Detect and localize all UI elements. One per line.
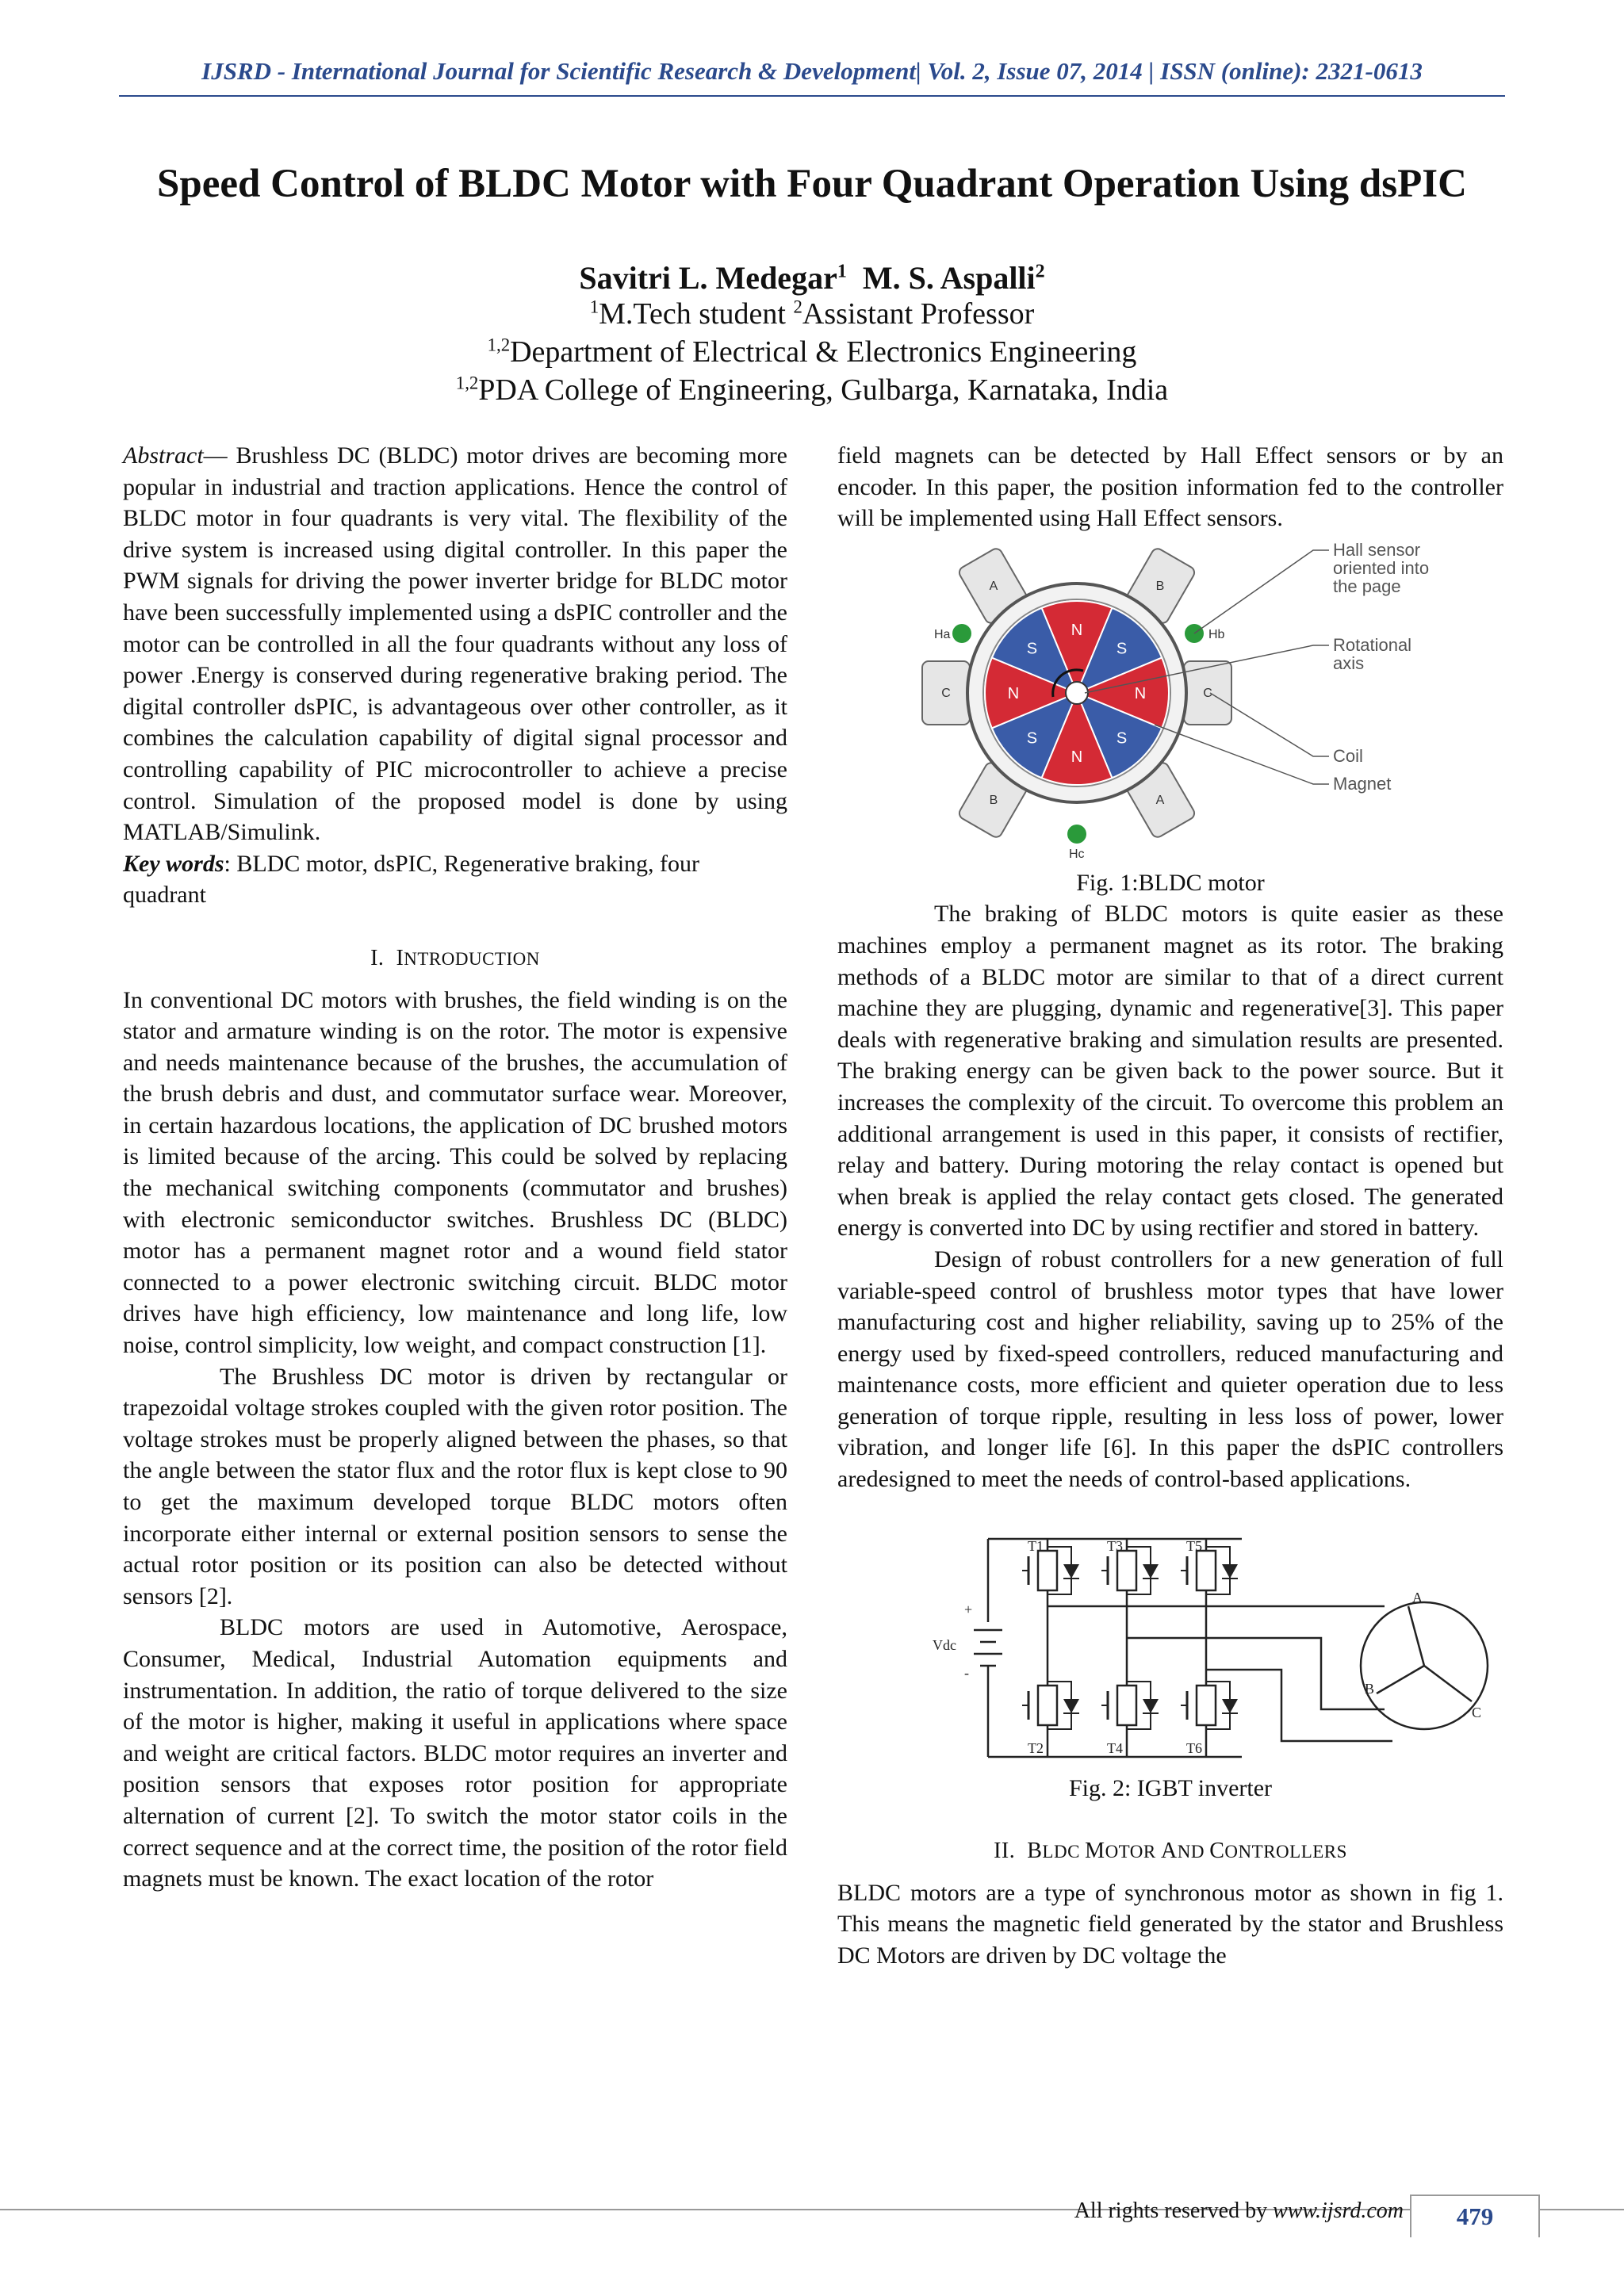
igbt-switch — [1181, 1547, 1238, 1594]
abstract — [123, 440, 787, 848]
rotor-shaft — [1066, 682, 1088, 704]
hall-sensor-c — [1067, 825, 1086, 844]
sc-rest: ONTROLLERS — [1224, 1842, 1347, 1862]
keywords-label: Key words — [123, 850, 224, 877]
author-line — [119, 259, 1505, 297]
sc-rest: OTOR — [1105, 1842, 1162, 1862]
pole-label: S — [1116, 729, 1128, 748]
section-heading-introduction — [123, 943, 787, 975]
section-number: II. — [994, 1839, 1016, 1864]
coil-label: C — [941, 686, 951, 700]
sc-cap: M — [1085, 1839, 1105, 1864]
footer-rights — [1031, 2198, 1404, 2224]
pole-label: N — [1134, 684, 1147, 702]
author-2-sup: 2 — [1035, 261, 1045, 282]
igbt-switch — [1101, 1547, 1159, 1594]
header-rule — [119, 95, 1505, 97]
journal-running-header: IJSRD - International Journal for Scientific Research & Development| Vol. 2, Issue 07, 2014 | ISSN (online): 2321-0613 — [201, 57, 1423, 85]
figure-bldc-motor — [837, 534, 1503, 867]
keywords-text: BLDC motor, dsPIC, Regenerative braking, four quadrant — [123, 850, 700, 909]
igbt-switch — [1181, 1682, 1238, 1729]
section-title-rest: NTRODUCTION — [404, 948, 540, 969]
intro-paragraph-1: In conventional DC motors with brushes, the field winding is on the stator and armature winding is on the rotor. The motor is expensive and needs maintenance because of the brushes, the accumulation of the brush debris and dust, and commutator surface wear. Moreover, in certain hazardous locations, the application of DC brushed motors is limited because of the arcing. This could be solved by replacing the mechanical switching components (commutator and brushes) with electronic semiconductor switches. Brushless DC (BLDC) motor has a permanent magnet rotor and a wound field stator connected to a power electronic switching circuit. BLDC motor drives have high efficiency, low maintenance and long life, low noise, control simplicity, low weight, and compact construction [1]. — [123, 986, 787, 1359]
keywords — [123, 848, 787, 911]
affil-sup: 1,2 — [487, 335, 511, 355]
pole-label: N — [1071, 621, 1083, 639]
intro-paragraph-4: field magnets can be detected by Hall Effect sensors or by an encoder. In this paper, the position information fed to the controller will be implemented using Hall Effect sensors. — [837, 442, 1503, 532]
affiliation-department — [119, 335, 1505, 369]
section-title-cap: I — [396, 945, 404, 970]
intro-paragraph-3: BLDC motors are used in Automotive, Aerospace, Consumer, Medical, Industrial Automation equipments and instrumentation. In addition, the ratio of torque delivered to the size of the motor is higher, making it useful in applications where space and weight are critical factors. BLDC motor requires an inverter and position sensors that exposes rotor position for appropriate alternation of current [2]. To switch the motor stator coils in the correct sequence and at the correct time, the position of the rotor field magnets must be known. The exact location of the rotor — [123, 1614, 787, 1892]
callout-line — [1155, 725, 1329, 784]
section-2-paragraph-1: BLDC motors are a type of synchronous motor as shown in fig 1. This means the magnetic field generated by the stator and Brushless DC Motors are driven by DC voltage the — [837, 1879, 1503, 1969]
callout-axis: axis — [1333, 652, 1365, 673]
label-phase-c: C — [1472, 1704, 1482, 1720]
sc-cap: B — [1027, 1839, 1043, 1864]
label-t6: T6 — [1186, 1739, 1202, 1756]
sc-cap: A — [1161, 1839, 1178, 1864]
paragraph-braking: The braking of BLDC motors is quite easier as these machines employ a permanent magnet as its rotor. The braking methods of a BLDC motor are similar to that of a direct current machine they are plugging, dynamic and regenerative[3]. This paper deals with regenerative braking and simulation results are presented. The braking energy can be given back to the power source. But it increases the complexity of the circuit. To overcome this problem an additional arrangement is used in this paper, it consists of rectifier, relay and battery. During motoring the relay contact is opened but when break is applied the relay contact gets closed. The generated energy is converted into DC by using rectifier and stored in battery. — [837, 901, 1503, 1242]
abstract-text: Brushless DC (BLDC) motor drives are becoming more popular in industrial and traction applications. Hence the control of BLDC motor in four quadrants is very vital. The flexibility of the drive system is increased using digital controller. In this paper the PWM signals for driving the power inverter bridge for BLDC motor have been successfully implemented using a dsPIC controller and the motor can be controlled in all the four quadrants without any loss of power .Energy is conserved during regenerative braking period. The digital controller dsPIC, is advantageous over other controller, as it combines the calculation capability of digital signal processor and controlling capability of PIC microcontroller to achieve a precise control. Simulation of the proposed model is done by using MATLAB/Simulink. — [123, 442, 787, 846]
coil-label: A — [1155, 793, 1165, 807]
label-t2: T2 — [1028, 1739, 1044, 1756]
section-number: I. — [370, 945, 385, 970]
sc-cap: C — [1209, 1839, 1225, 1864]
figure-2-caption: Fig. 2: IGBT inverter — [1068, 1774, 1273, 1801]
author-1: Savitri L. Medegar — [579, 260, 837, 296]
callout-rotational: Rotational — [1333, 634, 1412, 655]
pole-label: N — [1071, 748, 1083, 766]
left-column — [123, 440, 787, 1895]
rights-text: All rights reserved by — [1074, 2198, 1274, 2223]
callout-coil: Coil — [1333, 745, 1363, 766]
coil-label: B — [989, 793, 998, 807]
sc-rest: LDC — [1042, 1842, 1086, 1862]
label-minus: - — [964, 1664, 969, 1681]
coil-label: B — [1155, 579, 1165, 593]
affil-sup: 1,2 — [455, 373, 479, 393]
department: Department of Electrical & Electronics Engineering — [510, 335, 1137, 369]
hall-label-a: Ha — [934, 627, 951, 641]
label-t3: T3 — [1107, 1537, 1123, 1554]
role-1: M.Tech student — [599, 297, 794, 331]
hall-sensor-a — [952, 624, 971, 643]
college: PDA College of Engineering, Gulbarga, Karnataka, India — [478, 373, 1169, 407]
phase-b-wire — [1127, 1638, 1385, 1709]
label-phase-a: A — [1412, 1589, 1423, 1605]
affiliation-college — [119, 373, 1505, 408]
pole-label: S — [1116, 640, 1128, 658]
callout-magnet: Magnet — [1333, 773, 1392, 794]
abstract-dash: — — [203, 442, 236, 469]
affil-sup: 2 — [793, 297, 802, 317]
winding — [1424, 1666, 1472, 1701]
callout-line — [1194, 550, 1329, 633]
hall-label-c: Hc — [1069, 847, 1085, 861]
page-number: 479 — [1410, 2195, 1540, 2237]
igbt-switch — [1022, 1547, 1079, 1594]
pole-label: S — [1026, 640, 1038, 658]
label-t1: T1 — [1028, 1537, 1044, 1554]
role-2: Assistant Professor — [802, 297, 1035, 331]
sc-rest: ND — [1177, 1842, 1210, 1862]
paragraph-controllers: Design of robust controllers for a new generation of full variable-speed control of brushless motor types that have lower manufacturing cost and higher reliability, saving up to 25% of the energy used by fixed-speed controllers, reduced manufacturing and maintenance costs, more efficient and quieter operation due to less generation of torque ripple, resulting in less loss of power, lower vibration, and longer life [6]. In this paper the dsPIC controllers aredesigned to meet the needs of control-based applications. — [837, 1246, 1503, 1493]
label-plus: + — [964, 1601, 973, 1617]
label-t5: T5 — [1186, 1537, 1202, 1554]
author-2: M. S. Aspalli — [862, 260, 1036, 296]
coil-label: A — [989, 579, 998, 593]
pole-label: S — [1026, 729, 1038, 748]
author-1-sup: 1 — [837, 261, 847, 282]
label-vdc: Vdc — [933, 1636, 956, 1653]
affiliation-roles — [119, 297, 1505, 331]
label-phase-b: B — [1365, 1680, 1375, 1697]
coil-label: C — [1203, 686, 1212, 700]
section-heading-bldc-motor-and-controllers — [837, 1835, 1503, 1868]
callout-hall-sensor: Hall sensor — [1333, 539, 1421, 560]
callout-hall-sensor-2: oriented into — [1333, 557, 1430, 578]
intro-paragraph-2: The Brushless DC motor is driven by rectangular or trapezoidal voltage strokes coupled with the given rotor position. The voltage strokes must be properly aligned between the phases, so that the angle between the stator flux and the rotor flux is kept close to 90 to get the maximum developed torque BLDC motors often incorporate either internal or external position sensors to sense the actual rotor position or its position can also be detected without sensors [2]. — [123, 1363, 787, 1609]
footer-link[interactable]: www.ijsrd.com — [1273, 2198, 1404, 2223]
label-t4: T4 — [1107, 1739, 1123, 1756]
igbt-switch — [1022, 1682, 1079, 1729]
hall-label-b: Hb — [1208, 627, 1225, 641]
figure-1-caption: Fig. 1:BLDC motor — [1076, 869, 1265, 896]
right-column — [837, 440, 1503, 1972]
keywords-colon: : — [224, 850, 237, 877]
pole-label: N — [1007, 684, 1020, 702]
affil-sup: 1 — [589, 297, 599, 317]
abstract-label: Abstract — [123, 442, 204, 469]
winding — [1377, 1666, 1424, 1693]
callout-hall-sensor-3: the page — [1333, 576, 1401, 596]
figure-igbt-inverter — [837, 1527, 1503, 1773]
winding — [1408, 1606, 1424, 1666]
paper-title: Speed Control of BLDC Motor with Four Quadrant Operation Using dsPIC — [157, 162, 1467, 206]
igbt-switch — [1101, 1682, 1159, 1729]
